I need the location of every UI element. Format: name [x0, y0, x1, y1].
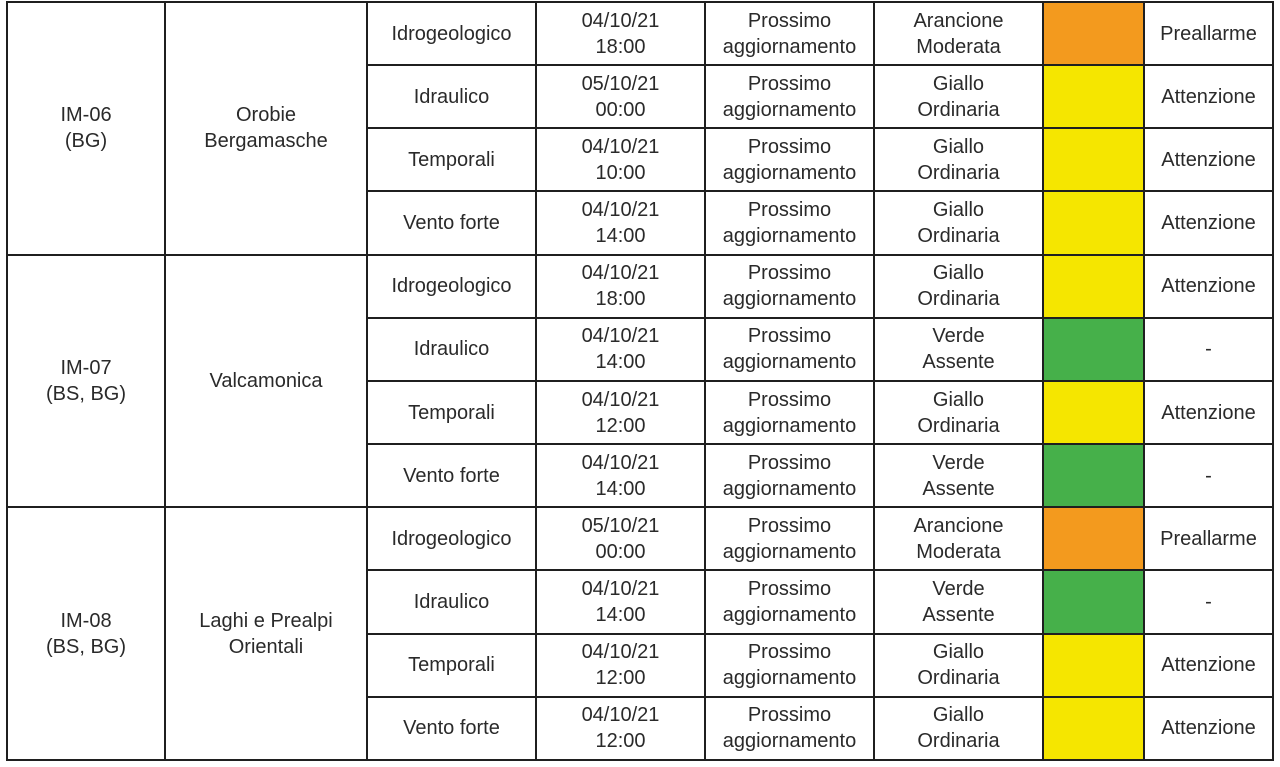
- update-label-line: Prossimo: [747, 325, 832, 348]
- criticality-swatch: [1043, 2, 1144, 65]
- time-value: 00:00: [595, 540, 646, 563]
- datetime-cell: [536, 381, 705, 444]
- update-label-line: aggiornamento: [722, 98, 857, 121]
- datetime-cell: [536, 318, 705, 381]
- criticality-cell: [874, 507, 1043, 570]
- update-label-line: Prossimo: [747, 514, 832, 537]
- criticality-level: Ordinaria: [917, 98, 1000, 121]
- risk-type-cell: Idraulico: [367, 570, 536, 633]
- table-body: [7, 2, 1273, 760]
- criticality-color-name: Giallo: [932, 388, 985, 411]
- update-cell: [705, 507, 874, 570]
- update-cell: [705, 697, 874, 760]
- zone-provinces: (BS, BG): [45, 382, 126, 405]
- status-cell: -: [1144, 444, 1273, 507]
- datetime-cell: [536, 128, 705, 191]
- risk-type-cell: Idrogeologico: [367, 2, 536, 65]
- date-value: 04/10/21: [581, 388, 660, 411]
- update-label-line: Prossimo: [747, 641, 832, 664]
- status-cell: Attenzione: [1144, 65, 1273, 128]
- criticality-color-name: Giallo: [932, 262, 985, 285]
- criticality-color-name: Giallo: [932, 72, 985, 95]
- update-label-line: aggiornamento: [722, 161, 857, 184]
- update-label-line: aggiornamento: [722, 667, 857, 690]
- datetime-cell: [536, 570, 705, 633]
- update-label-line: aggiornamento: [722, 288, 857, 311]
- zone-cell: [7, 255, 165, 508]
- criticality-level: Ordinaria: [917, 414, 1000, 437]
- time-value: 14:00: [595, 603, 646, 626]
- criticality-swatch: [1043, 570, 1144, 633]
- criticality-level: Ordinaria: [917, 225, 1000, 248]
- update-label-line: aggiornamento: [722, 35, 857, 58]
- criticality-swatch: [1043, 65, 1144, 128]
- zone-code: IM-06: [60, 104, 112, 127]
- criticality-cell: [874, 697, 1043, 760]
- zone-provinces: (BS, BG): [45, 635, 126, 658]
- update-cell: [705, 381, 874, 444]
- status-cell: Preallarme: [1144, 507, 1273, 570]
- update-label-line: aggiornamento: [722, 477, 857, 500]
- criticality-cell: [874, 128, 1043, 191]
- date-value: 05/10/21: [581, 514, 660, 537]
- update-label-line: Prossimo: [747, 199, 832, 222]
- date-value: 04/10/21: [581, 262, 660, 285]
- time-value: 00:00: [595, 98, 646, 121]
- criticality-color-name: Verde: [932, 577, 985, 600]
- risk-type-cell: Vento forte: [367, 697, 536, 760]
- update-label-line: aggiornamento: [722, 540, 857, 563]
- datetime-cell: [536, 634, 705, 697]
- zone-code: IM-08: [60, 609, 112, 632]
- criticality-cell: [874, 318, 1043, 381]
- update-cell: [705, 255, 874, 318]
- risk-type-cell: Temporali: [367, 634, 536, 697]
- date-value: 04/10/21: [581, 199, 660, 222]
- criticality-swatch: [1043, 318, 1144, 381]
- criticality-cell: [874, 444, 1043, 507]
- criticality-color-name: Giallo: [932, 135, 985, 158]
- area-name-line: Valcamonica: [209, 369, 323, 392]
- datetime-cell: [536, 444, 705, 507]
- update-label-line: Prossimo: [747, 262, 832, 285]
- criticality-color-name: Arancione: [913, 9, 1004, 32]
- datetime-cell: [536, 255, 705, 318]
- risk-type-cell: Temporali: [367, 381, 536, 444]
- update-label-line: Prossimo: [747, 388, 832, 411]
- update-label-line: aggiornamento: [722, 730, 857, 753]
- zone-cell: [7, 2, 165, 255]
- criticality-color-name: Verde: [932, 325, 985, 348]
- criticality-swatch: [1043, 128, 1144, 191]
- criticality-swatch: [1043, 697, 1144, 760]
- update-cell: [705, 634, 874, 697]
- date-value: 05/10/21: [581, 72, 660, 95]
- datetime-cell: [536, 697, 705, 760]
- area-name-line: Orobie: [235, 104, 297, 127]
- criticality-level: Moderata: [916, 35, 1001, 58]
- criticality-swatch: [1043, 255, 1144, 318]
- update-cell: [705, 128, 874, 191]
- criticality-level: Assente: [922, 351, 995, 374]
- update-cell: [705, 2, 874, 65]
- criticality-cell: [874, 191, 1043, 254]
- area-name-line: Laghi e Prealpi: [199, 609, 333, 632]
- criticality-swatch: [1043, 381, 1144, 444]
- criticality-swatch: [1043, 191, 1144, 254]
- criticality-color-name: Giallo: [932, 641, 985, 664]
- criticality-cell: [874, 570, 1043, 633]
- time-value: 12:00: [595, 667, 646, 690]
- date-value: 04/10/21: [581, 9, 660, 32]
- risk-type-cell: Temporali: [367, 128, 536, 191]
- update-label-line: Prossimo: [747, 451, 832, 474]
- update-cell: [705, 191, 874, 254]
- status-cell: Attenzione: [1144, 255, 1273, 318]
- status-cell: Attenzione: [1144, 381, 1273, 444]
- risk-type-cell: Idraulico: [367, 318, 536, 381]
- time-value: 18:00: [595, 35, 646, 58]
- criticality-color-name: Giallo: [932, 704, 985, 727]
- update-label-line: Prossimo: [747, 704, 832, 727]
- criticality-color-name: Arancione: [913, 514, 1004, 537]
- status-cell: -: [1144, 570, 1273, 633]
- zone-cell: [7, 507, 165, 760]
- datetime-cell: [536, 507, 705, 570]
- date-value: 04/10/21: [581, 325, 660, 348]
- time-value: 14:00: [595, 225, 646, 248]
- status-cell: Attenzione: [1144, 128, 1273, 191]
- risk-type-cell: Idraulico: [367, 65, 536, 128]
- criticality-swatch: [1043, 507, 1144, 570]
- time-value: 12:00: [595, 414, 646, 437]
- time-value: 18:00: [595, 288, 646, 311]
- area-cell: [165, 2, 367, 255]
- update-label-line: aggiornamento: [722, 603, 857, 626]
- area-cell: [165, 507, 367, 760]
- status-cell: Preallarme: [1144, 2, 1273, 65]
- criticality-cell: [874, 255, 1043, 318]
- criticality-swatch: [1043, 634, 1144, 697]
- update-label-line: aggiornamento: [722, 414, 857, 437]
- criticality-level: Ordinaria: [917, 288, 1000, 311]
- criticality-color-name: Giallo: [932, 199, 985, 222]
- risk-type-cell: Idrogeologico: [367, 255, 536, 318]
- update-label-line: Prossimo: [747, 9, 832, 32]
- date-value: 04/10/21: [581, 704, 660, 727]
- criticality-cell: [874, 381, 1043, 444]
- status-cell: Attenzione: [1144, 697, 1273, 760]
- update-cell: [705, 318, 874, 381]
- area-name-line: Bergamasche: [204, 130, 328, 153]
- update-label-line: Prossimo: [747, 135, 832, 158]
- update-cell: [705, 65, 874, 128]
- datetime-cell: [536, 65, 705, 128]
- area-cell: [165, 255, 367, 508]
- update-label-line: aggiornamento: [722, 351, 857, 374]
- update-label-line: aggiornamento: [722, 225, 857, 248]
- time-value: 12:00: [595, 730, 646, 753]
- update-cell: [705, 570, 874, 633]
- date-value: 04/10/21: [581, 451, 660, 474]
- update-cell: [705, 444, 874, 507]
- risk-type-cell: Idrogeologico: [367, 507, 536, 570]
- area-name-line: Orientali: [228, 635, 304, 658]
- date-value: 04/10/21: [581, 135, 660, 158]
- datetime-cell: [536, 191, 705, 254]
- criticality-level: Assente: [922, 603, 995, 626]
- criticality-cell: [874, 634, 1043, 697]
- criticality-level: Assente: [922, 477, 995, 500]
- criticality-color-name: Verde: [932, 451, 985, 474]
- date-value: 04/10/21: [581, 641, 660, 664]
- zone-code: IM-07: [60, 356, 112, 379]
- table-row: [7, 507, 1273, 570]
- time-value: 14:00: [595, 477, 646, 500]
- criticality-level: Ordinaria: [917, 730, 1000, 753]
- criticality-cell: [874, 2, 1043, 65]
- time-value: 14:00: [595, 351, 646, 374]
- table-row: [7, 255, 1273, 318]
- time-value: 10:00: [595, 161, 646, 184]
- status-cell: -: [1144, 318, 1273, 381]
- table-row: [7, 2, 1273, 65]
- criticality-cell: [874, 65, 1043, 128]
- risk-type-cell: Vento forte: [367, 191, 536, 254]
- datetime-cell: [536, 2, 705, 65]
- zone-provinces: (BG): [64, 130, 108, 153]
- update-label-line: Prossimo: [747, 577, 832, 600]
- status-cell: Attenzione: [1144, 634, 1273, 697]
- status-cell: Attenzione: [1144, 191, 1273, 254]
- criticality-level: Moderata: [916, 540, 1001, 563]
- criticality-swatch: [1043, 444, 1144, 507]
- risk-type-cell: Vento forte: [367, 444, 536, 507]
- criticality-level: Ordinaria: [917, 667, 1000, 690]
- criticality-level: Ordinaria: [917, 161, 1000, 184]
- alert-table: [6, 1, 1274, 761]
- update-label-line: Prossimo: [747, 72, 832, 95]
- date-value: 04/10/21: [581, 577, 660, 600]
